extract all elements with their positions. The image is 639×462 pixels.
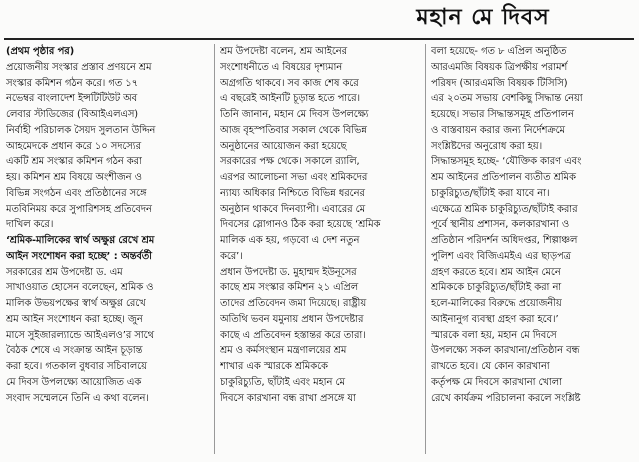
text-line: পূর্বে স্থানীয় প্রশাসন, কলকারখানা ও [431,219,570,231]
text-line: তাদের প্রতিবেদন জমা দিয়েছে। রাষ্ট্রীয় [220,298,367,309]
text-line: শ্রম আইনের প্রতিপালন ব্যতীত শ্রমিক [431,172,576,183]
text-line: সংবাদ সম্মেলনে তিনি এ কথা বলেন। [6,392,149,404]
text-line: পুলিশ এবং বিজিএমইএ এর ছাড়পত্র [431,250,571,262]
text-line: এ বছরেই আইনটি চূড়ান্ত হতে পারে। [220,93,360,105]
text-line: লেবার স্টাডিজের (বিআইএলএস) [6,109,139,120]
text-line: সরকারের পক্ষ থেকে। সকালে র‍্যালি, [220,156,360,168]
text-line: এরপর আলোচনা সভা এবং শ্রমিকদের [220,172,368,183]
text-line: বিভিন্ন সংগঠন এবং প্রতিষ্ঠানের সঙ্গে [6,187,147,199]
text-line: সংশোধনীতে এ বিষয়ের দৃশ্যমান [220,61,343,73]
text-line: গ্রহণ করতে হবে। শ্রম আইন মেনে [431,266,561,278]
text-line: ন্যায্য অধিকার নিশ্চিতে বিভিন্ন ধরনের [220,187,365,199]
text-line: বলা হয়েছে- গত ৮ এপ্রিল অনুষ্ঠিত [431,46,567,57]
text-line: মতবিনিময় করে সুপারিশসহ প্রতিবেদন [6,203,152,215]
text-line: এর ২০তম সভায় বেশকিছু সিদ্ধান্ত নেয়া [431,93,583,105]
text-line: শাখার এক স্মারকে শ্রমিককে [220,361,328,372]
text-line: কাছে এ প্রতিবেদন হস্তান্তর করে তারা। [220,329,366,341]
text-line: অনুষ্ঠান থাকবে দিনব্যাপী। এবারের মে [220,203,366,215]
subheading-line: ‘শ্রমিক-মালিকের স্বার্থ অক্ষুণ্ণ রেখে শ্রম [6,235,155,246]
text-line: শ্রম আইন সংশোধন করা হচ্ছে। জুন [6,313,143,325]
text-line: একটি শ্রম সংস্কার কমিশন গঠন করা [6,156,142,168]
text-line: প্রধান উপদেষ্টা ড. মুহাম্মদ ইউনূসের [220,266,357,278]
text-line: হয়েছে। সভার সিদ্ধান্তসমূহ প্রতিপালন [431,109,574,120]
text-line: শ্রম উপদেষ্টা বলেন, শ্রম আইনের [220,46,348,57]
text-line: মাসে সুইজারল্যান্ডে আইএলও’র সাথে [6,329,154,341]
text-line: সংশ্লিষ্টদের অনুরোধ করা হয়। [431,140,543,152]
text-line: অতিথি ভবন যমুনায় প্রধান উপদেষ্টার [220,313,364,325]
text-line: কর্তৃপক্ষ মে দিবসে কারখানা খোলা [431,376,562,388]
subheading-line: আইন সংশোধন করা হচ্ছে’ : অন্তর্বর্তী [6,250,152,262]
text-line: চাকুরিচ্যুতি, ছাঁটাই এবং মহান মে [220,376,345,388]
text-line: শ্রম ও কর্মসংস্থান মন্ত্রণালয়ের শ্রম [220,345,347,357]
text-line: দিবসে কারখানা বন্ধ রাখা প্রসঙ্গে যা [220,392,356,404]
headline: মহান মে দিবস [416,5,550,30]
text-line: আইনানুগ ব্যবস্থা গ্রহণ করা হবে।’ [431,313,559,325]
text-line: বৈঠক শেষে এ সংক্রান্ত আইন চূড়ান্ত [6,345,143,357]
text-line: অনুষ্ঠানের আয়োজন করা হয়েছে [220,140,347,152]
text-line: সংস্কার কমিশন গঠন করে। গত ১৭ [6,77,138,89]
text-line: মালিক উভয়পক্ষের স্বার্থ অক্ষুণ্ণ রেখে [6,298,146,309]
text-line: স্মারকে বলা হয়, মহান মে দিবসে [431,329,557,341]
text-line: প্রতিষ্ঠান পরিদর্শন অধিদপ্তর, শিল্পাঞ্চল [431,235,578,246]
text-line: দিবসের স্লোগানও ঠিক করা হয়েছে ‘শ্রমিক [220,219,381,231]
text-line: তিনি জানান, মহান মে দিবস উপলক্ষ্যে [220,109,369,120]
text-line: ও বাস্তবায়ন করার জন্য নির্দেশক্রমে [431,124,565,136]
text-line: নির্বাহী পরিচালক সৈয়দ সুলতান উদ্দিন [6,124,156,136]
column-divider-2 [425,44,426,454]
column-divider-1 [214,44,215,454]
article-column-1 [6,44,209,406]
text-line: নভেম্বর বাংলাদেশ ইন্সটিটিউট অব [6,93,138,105]
text-line: পরিষদ (আরএমজি বিষয়ক টিসিসি) [431,77,568,89]
headline-rule [4,38,634,40]
text-line: মে দিবস উপলক্ষ্যে আয়োজিত এক [6,376,142,388]
article-column-3 [431,44,633,406]
text-line: চাকুরিচ্যুত/ছাঁটাই করা যাবে না। [431,187,550,199]
text-line: করে’। [220,250,243,262]
article-column-2 [220,44,418,406]
text-line: রাখতে হবে। যে কোন কারখানা [431,361,550,372]
text-line: আরএমজি বিষয়ক ত্রিপক্ষীয় পরামর্শ [431,61,568,73]
text-line: সাখাওয়াত হোসেন বলেছেন, শ্রমিক ও [6,282,154,294]
text-line: প্রয়োজনীয় সংস্কার প্রস্তাব প্রণয়নে শ্রম [6,61,152,73]
text-line: সরকারের শ্রম উপদেষ্টা ড. এম [6,266,123,278]
text-line: কাছে শ্রম সংস্কার কমিশন ২১ এপ্রিল [220,282,359,294]
text-line: অগ্রগতি থাকবে। সব কাজ শেষ করে [220,77,359,89]
text-line: হলে-মালিকের বিরুদ্ধে প্রয়োজনীয় [431,298,562,309]
text-line: দাখিল করে। [6,219,54,231]
text-line: উপলক্ষ্যে সকল কারখানা/প্রতিষ্ঠান বন্ধ [431,345,580,357]
text-line: হয়। কমিশন শ্রম বিষয়ে অংশীজন ও [6,172,142,183]
text-line: এক্ষেত্রে শ্রমিক চাকুরিচ্যুত/ছাঁটাই করার [431,203,578,215]
subheading-line: (প্রথম পৃষ্ঠার পর) [6,46,75,57]
text-line: রেখে কার্যক্রম পরিচালনা করলে সংশ্লিষ্ট [431,392,581,404]
text-line: মালিক এক হয়, গড়বো এ দেশ নতুন [220,235,360,246]
text-line: আজ বৃহস্পতিবার সকাল থেকে বিভিন্ন [220,124,367,136]
text-line: সিদ্ধান্তসমূহ হচ্ছে- ‘যৌক্তিক কারণ এবং [431,156,582,168]
text-line: শ্রমিককে চাকুরিচ্যুত/ছাঁটাই করা না [431,282,562,294]
text-line: আহমেদকে প্রধান করে ১০ সদস্যের [6,140,141,152]
text-line: করা হবে। গতকাল বুধবার সচিবালয়ে [6,361,147,372]
